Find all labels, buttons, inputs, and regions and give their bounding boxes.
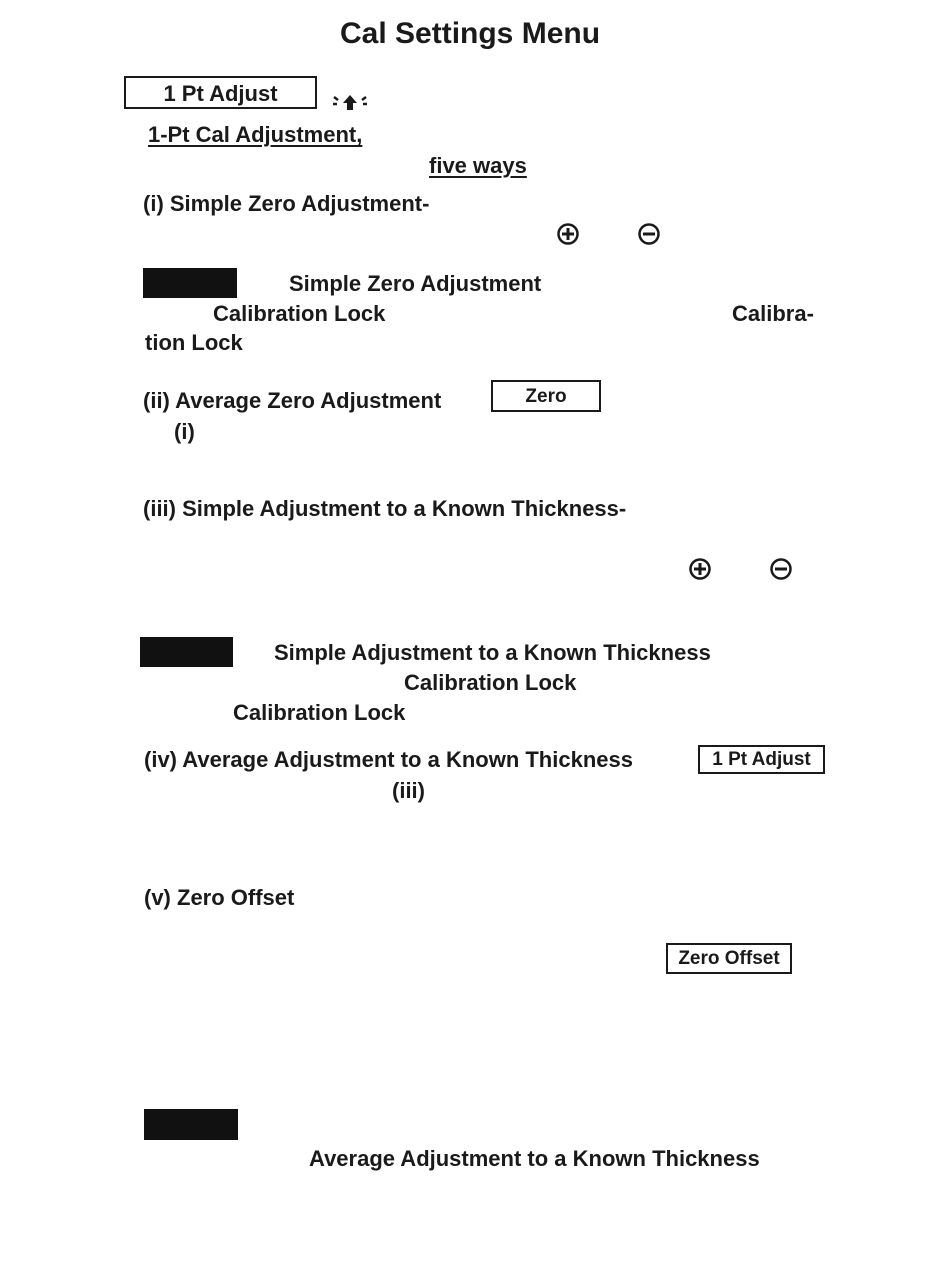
heading-1pt-cal: 1-Pt Cal Adjustment,	[148, 122, 363, 147]
section-i-step-title: Simple Zero Adjustment	[289, 271, 542, 296]
plus-circle-icon	[689, 558, 711, 580]
section-i-lock-a: Calibration Lock	[213, 301, 386, 326]
section-iii-title: (iii) Simple Adjustment to a Known Thickness-	[143, 496, 627, 521]
minus-circle-icon	[638, 223, 660, 245]
five-ways: five ways	[429, 153, 527, 178]
key-1pt-adjust: 1 Pt Adjust	[124, 76, 317, 109]
section-iv-ref: (iii)	[392, 778, 425, 803]
redaction-bar	[144, 1109, 238, 1140]
section-v-title: (v) Zero Offset	[144, 885, 295, 910]
footer-title: Average Adjustment to a Known Thickness	[309, 1146, 760, 1171]
minus-circle-icon	[770, 558, 792, 580]
section-i-lock-b1: Calibra-	[732, 301, 814, 326]
flash-arrow-icon	[330, 92, 372, 112]
key-zero: Zero	[491, 380, 601, 412]
redaction-bar	[140, 637, 233, 667]
section-iv-title: (iv) Average Adjustment to a Known Thickness	[144, 747, 633, 772]
section-iii-step-title: Simple Adjustment to a Known Thickness	[274, 640, 711, 665]
redaction-bar	[143, 268, 237, 298]
key-zero-offset: Zero Offset	[666, 943, 792, 974]
section-i-lock-b2: tion Lock	[145, 330, 243, 355]
section-i-title: (i) Simple Zero Adjustment-	[143, 191, 430, 216]
section-ii-title: (ii) Average Zero Adjustment	[143, 388, 442, 413]
key-1pt-adjust-small: 1 Pt Adjust	[698, 745, 825, 774]
section-ii-ref: (i)	[174, 419, 195, 444]
section-iii-lock-b: Calibration Lock	[233, 700, 406, 725]
page-title: Cal Settings Menu	[340, 17, 601, 50]
plus-circle-icon	[557, 223, 579, 245]
section-iii-lock-a: Calibration Lock	[404, 670, 577, 695]
